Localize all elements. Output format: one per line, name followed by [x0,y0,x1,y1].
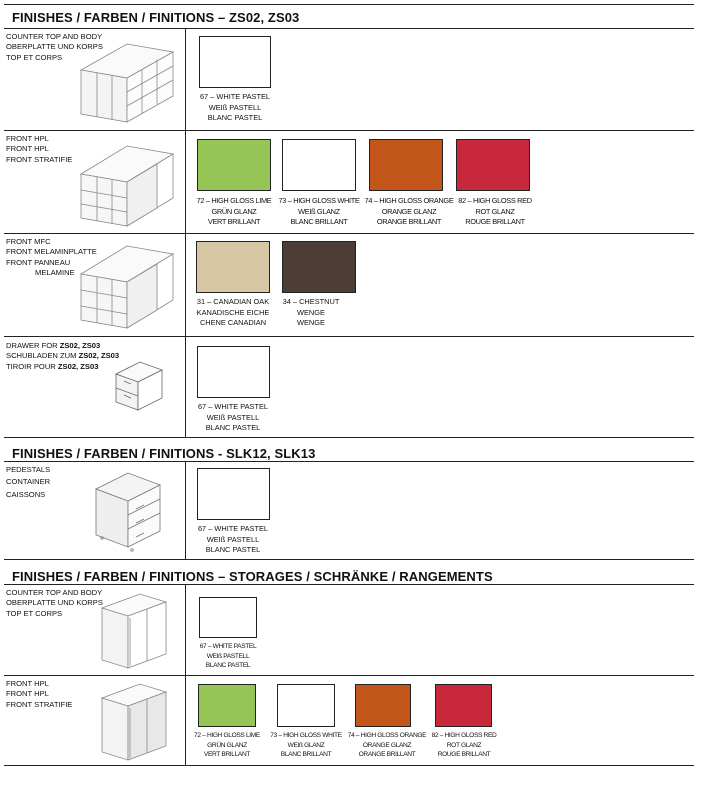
swatch-caption: 67 – WHITE PASTEL WEIß PASTELL BLANC PASTEL [199,643,257,670]
color-swatch-white-gloss [282,139,356,191]
column-divider [185,28,186,437]
cabinet-front-illustration [98,680,170,764]
swatch-caption: 34 – CHESTNUT WENGE WENGE [282,297,340,327]
divider [4,437,694,438]
divider [4,130,694,131]
swatch-caption: 73 – HIGH GLOSS WHITE WEIß GLANZ BLANC BRILLANT [270,732,342,759]
swatch-caption: 74 – HIGH GLOSS ORANGE ORANGE GLANZ ORANGE BRILLANT [347,732,427,759]
swatch-caption: 72 – HIGH GLOSS LIME GRÜN GLANZ VERT BRILLANT [194,732,260,759]
section-title: FINISHES / FARBEN / FINITIONS - SLK12, SLK13 [12,446,316,461]
row-label: FRONT HPL FRONT HPL FRONT STRATIFIE [6,679,73,709]
color-swatch-white-pastel [197,468,270,520]
divider [4,559,694,560]
row-label: COUNTER TOP AND BODY OBERPLATTE UND KORPS TOP ET CORPS [6,588,103,618]
swatch-caption: 31 – CANADIAN OAK KANADISCHE EICHE CHENE CANADIAN [196,297,270,327]
color-swatch-white-pastel [199,597,257,638]
divider [4,765,694,766]
swatch-caption: 82 – HIGH GLOSS RED ROT GLANZ ROUGE BRILLANT [458,196,532,226]
divider [4,4,694,5]
row-label: FRONT MFC FRONT MELAMINPLATTE FRONT PANNEAU MELAMINE [6,237,97,278]
divider [4,584,694,585]
swatch-caption: 67 – WHITE PASTEL WEIß PASTELL BLANC PASTEL [197,524,269,554]
color-swatch-lime [197,139,271,191]
sideboard-front-illustration [75,140,175,230]
column-divider [185,461,186,559]
row-label: DRAWER FOR ZS02, ZS03 SCHUBLADEN ZUM ZS02, ZS03 TIROIR POUR ZS02, ZS03 [6,341,120,371]
swatch-caption: 67 – WHITE PASTEL WEIß PASTELL BLANC PASTEL [197,402,269,432]
swatch-caption: 74 – HIGH GLOSS ORANGE ORANGE GLANZ ORANGE BRILLANT [364,196,454,226]
color-swatch-white-pastel [199,36,271,88]
row-label: FRONT HPL FRONT HPL FRONT STRATIFIE [6,134,73,164]
swatch-caption: 82 – HIGH GLOSS RED ROT GLANZ ROUGE BRILLANT [431,732,497,759]
row-label: PEDESTALS CONTAINER CAISSONS [6,465,51,499]
section-title: FINISHES / FARBEN / FINITIONS – ZS02, ZS03 [12,10,300,25]
column-divider [185,584,186,765]
divider [4,233,694,234]
row-label: COUNTER TOP AND BODY OBERPLATTE UND KORPS TOP ET CORPS [6,32,103,62]
color-swatch-red [435,684,492,727]
divider [4,675,694,676]
divider [4,28,694,29]
drawer-illustration [112,358,164,414]
color-swatch-canadian-oak [196,241,270,293]
color-swatch-white-pastel [197,346,270,398]
sideboard-mfc-illustration [75,240,175,332]
swatch-caption: 67 – WHITE PASTEL WEIß PASTELL BLANC PASTEL [199,92,271,122]
divider [4,336,694,337]
sideboard-illustration [75,40,175,125]
color-swatch-orange [369,139,443,191]
pedestal-illustration [92,469,164,553]
section-title: FINISHES / FARBEN / FINITIONS – STORAGES / SCHRÄNKE / RANGEMENTS [12,569,493,584]
color-swatch-chestnut [282,241,356,293]
color-swatch-white-gloss [277,684,335,727]
swatch-caption: 72 – HIGH GLOSS LIME GRÜN GLANZ VERT BRILLANT [196,196,272,226]
color-swatch-lime [198,684,256,727]
color-swatch-red [456,139,530,191]
swatch-caption: 73 – HIGH GLOSS WHITE WEIß GLANZ BLANC BRILLANT [278,196,360,226]
color-swatch-orange [355,684,411,727]
cabinet-illustration [98,590,170,672]
divider [4,461,694,462]
